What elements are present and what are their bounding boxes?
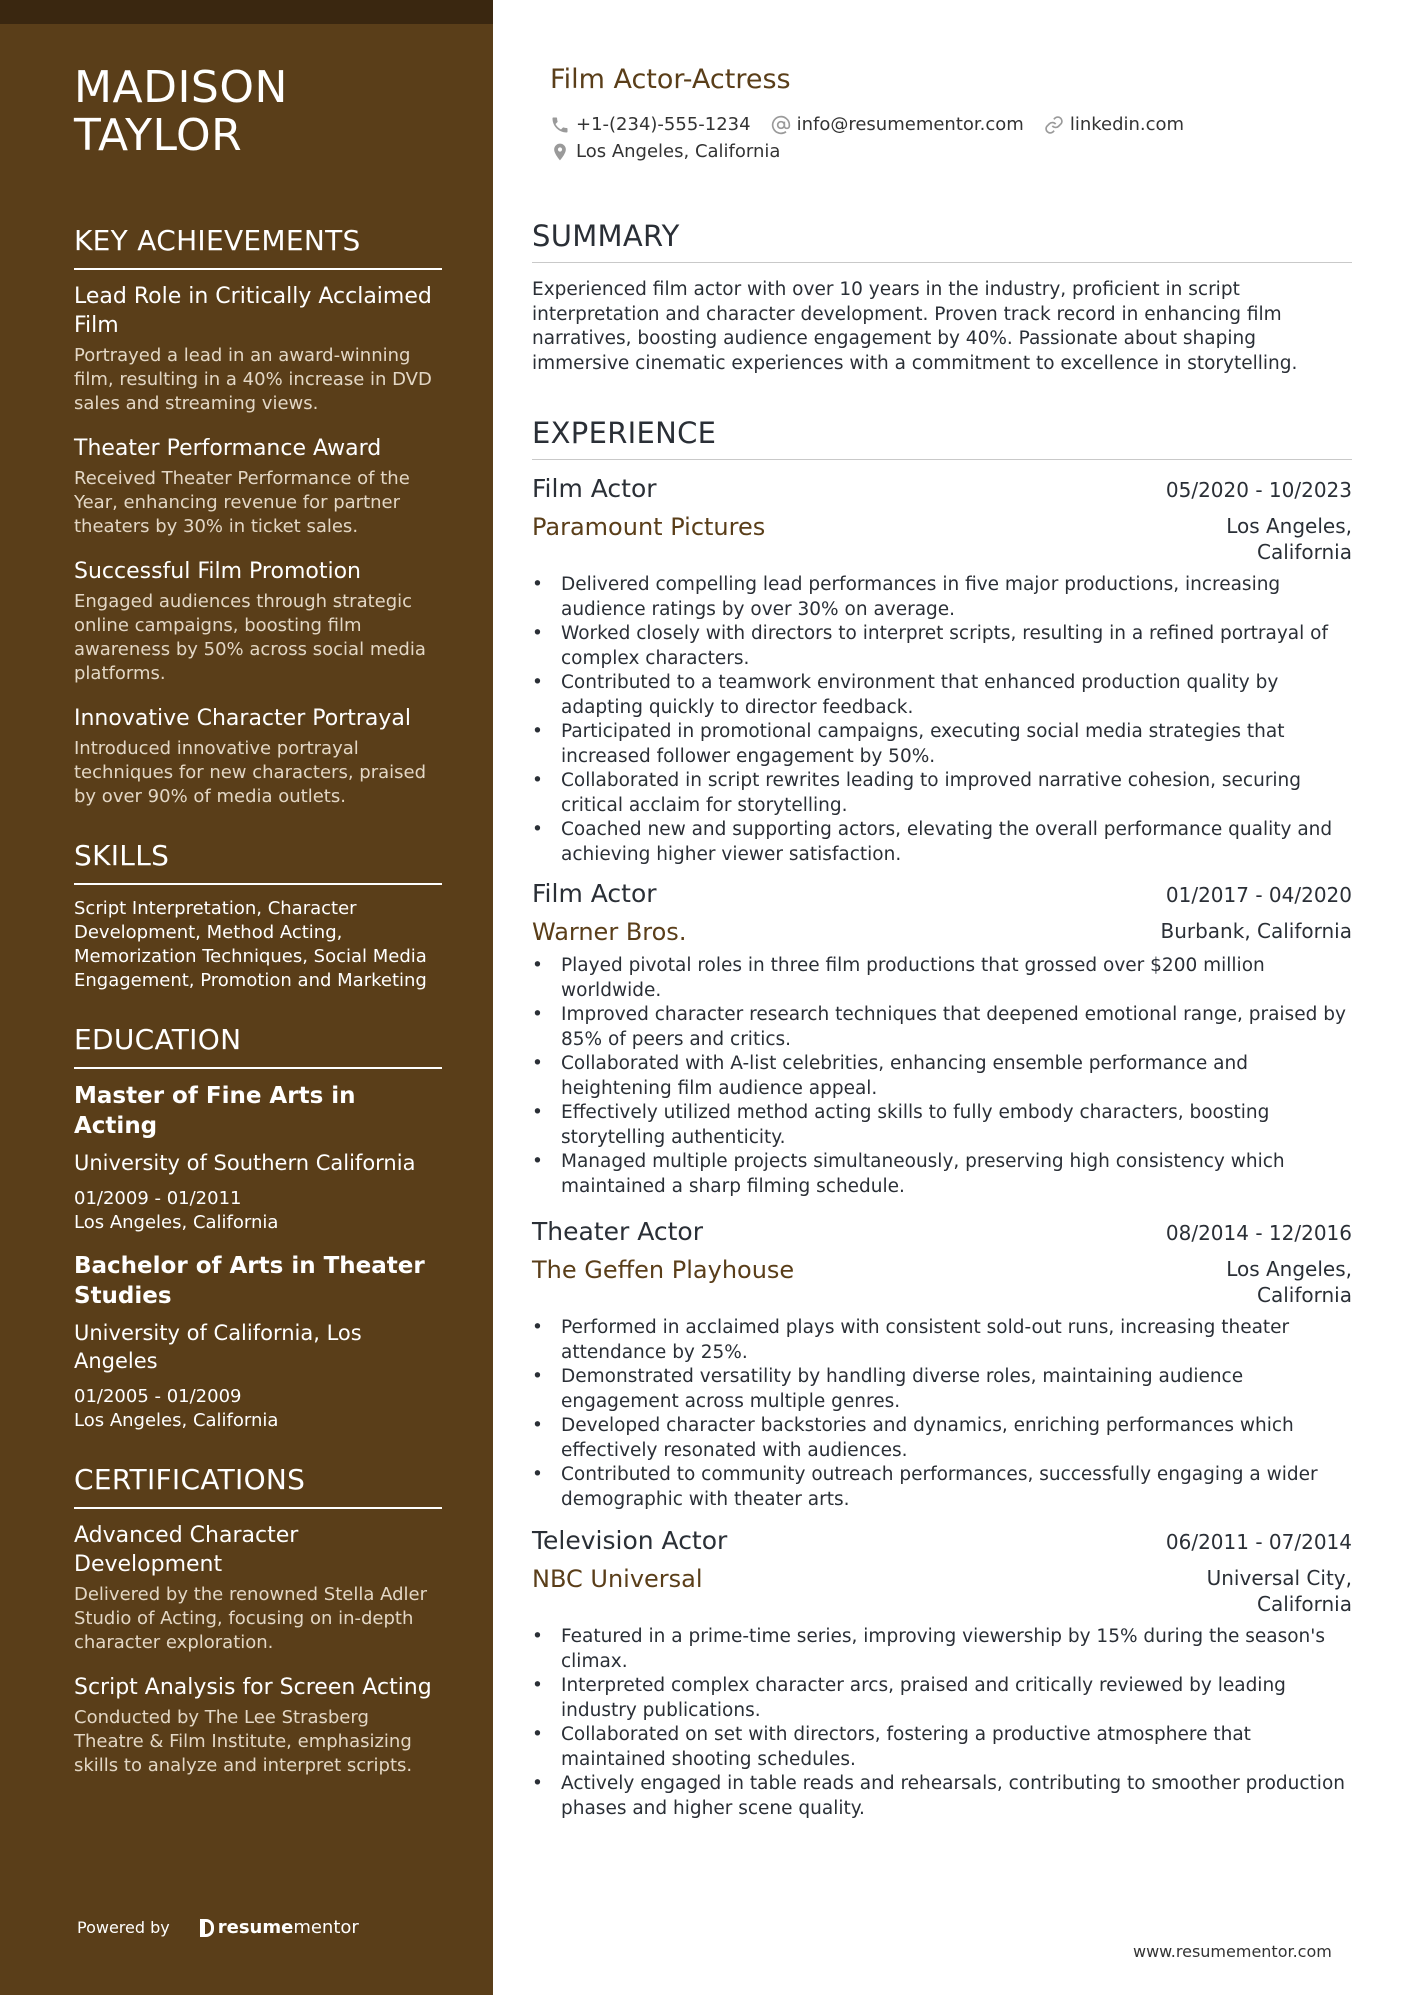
sidebar-content: [74, 64, 442, 1808]
education-section: [74, 1023, 442, 1433]
achievement-item: [74, 434, 442, 539]
summary-heading: SUMMARY: [532, 218, 1352, 263]
experience-role: Film Actor: [532, 879, 657, 908]
achievement-title: Lead Role in Critically Acclaimed Film: [74, 284, 432, 338]
education-heading: EDUCATION: [74, 1023, 442, 1069]
achievement-title: Theater Performance Award: [74, 436, 382, 461]
bullet-item: • Collaborated with A-list celebrities, enhancing ensemble performance and heightening film audience appeal.: [532, 1052, 1352, 1101]
education-item: [74, 1251, 442, 1433]
achievement-desc: Portrayed a lead in an award-winning film, resulting in a 40% increase in DVD sales and streaming views.: [74, 345, 432, 414]
location-line-1: Universal City,: [1206, 1566, 1352, 1590]
contact-location: [550, 141, 780, 162]
education-school: University of Southern California: [74, 1151, 416, 1175]
contact-phone[interactable]: [550, 114, 751, 135]
sidebar: [0, 0, 493, 1995]
education-school: University of California, Los Angeles: [74, 1321, 362, 1373]
experience-location: [1160, 918, 1352, 946]
achievement-desc: Introduced innovative portrayal techniques for new characters, praised by over 90% of media outlets.: [74, 738, 427, 807]
linkedin-text: linkedin.com: [1069, 114, 1185, 135]
footer-website-link[interactable]: www.resumementor.com: [1133, 1942, 1332, 1961]
experience-heading: EXPERIENCE: [532, 415, 1352, 460]
bullet-item: • Collaborated in script rewrites leading to improved narrative cohesion, securing critical acclaim for storytelling.: [532, 769, 1352, 818]
education-item: [74, 1081, 442, 1235]
experience-subheader: [532, 1256, 1352, 1308]
experience-role: Television Actor: [532, 1526, 728, 1555]
bullet-item: • Improved character research techniques that deepened emotional range, praised by 85% of peers and critics.: [532, 1003, 1352, 1052]
bullet-item: • Actively engaged in table reads and rehearsals, contributing to smoother production phases and higher scene quality.: [532, 1772, 1352, 1821]
education-degree: Bachelor of Arts in Theater Studies: [74, 1253, 425, 1309]
experience-location: [1226, 1256, 1352, 1308]
experience-bullets: [532, 1316, 1352, 1512]
achievement-desc: Engaged audiences through strategic online campaigns, boosting film awareness by 50% across social media platforms.: [74, 591, 426, 684]
link-icon: [1044, 115, 1064, 135]
contact-linkedin[interactable]: [1044, 114, 1184, 135]
experience-dates: 08/2014 - 12/2016: [1165, 1221, 1352, 1245]
bullet-item: • Featured in a prime-time series, improving viewership by 15% during the season's climax.: [532, 1625, 1352, 1674]
phone-icon: [550, 115, 570, 135]
experience-entry: [532, 1526, 1352, 1821]
location-line-1: Los Angeles,: [1226, 514, 1352, 538]
experience-location: [1226, 513, 1352, 565]
certifications-heading: CERTIFICATIONS: [74, 1463, 442, 1509]
location-pin-icon: [550, 142, 570, 162]
certification-item: [74, 1521, 442, 1655]
achievement-desc: Received Theater Performance of the Year, enhancing revenue for partner theaters by 30% in ticket sales.: [74, 468, 410, 537]
experience-dates: 05/2020 - 10/2023: [1165, 478, 1352, 502]
candidate-name: [74, 64, 442, 160]
experience-location: [1207, 1565, 1352, 1617]
bullet-item: • Effectively utilized method acting skills to fully embody characters, boosting storytelling authenticity.: [532, 1101, 1352, 1150]
experience-subheader: [532, 513, 1352, 565]
location-line-1: Burbank, California: [1160, 919, 1352, 943]
headline: Film Actor-Actress: [550, 64, 791, 95]
bullet-item: • Played pivotal roles in three film productions that grossed over $200 million worldwide.: [532, 954, 1352, 1003]
phone-text: +1-(234)-555-1234: [576, 114, 751, 135]
experience-dates: 01/2017 - 04/2020: [1165, 883, 1352, 907]
bullet-item: • Participated in promotional campaigns, executing social media strategies that increased follower engagement by 50%.: [532, 720, 1352, 769]
experience-company: The Geffen Playhouse: [532, 1256, 795, 1284]
certification-item: [74, 1673, 442, 1778]
powered-by: [77, 1917, 359, 1938]
achievement-title: Innovative Character Portrayal: [74, 706, 411, 731]
experience-subheader: [532, 918, 1352, 946]
experience-header: [532, 1526, 1352, 1555]
certification-title: Script Analysis for Screen Acting: [74, 1675, 432, 1700]
experience-header: [532, 1217, 1352, 1246]
achievements-section: [74, 224, 442, 809]
bullet-item: • Developed character backstories and dynamics, enriching performances which effectively resonated with audiences.: [532, 1414, 1352, 1463]
skills-section: [74, 839, 442, 993]
experience-subheader: [532, 1565, 1352, 1617]
education-location: Los Angeles, California: [74, 1212, 279, 1233]
experience-entry: [532, 474, 1352, 867]
sidebar-top-band: [0, 0, 493, 24]
location-line-2: California: [1257, 1283, 1352, 1307]
powered-by-label: Powered by: [77, 1918, 170, 1937]
experience-company: Paramount Pictures: [532, 513, 766, 541]
achievement-item: [74, 704, 442, 809]
achievement-item: [74, 557, 442, 686]
bullet-item: • Managed multiple projects simultaneously, preserving high consistency which maintained a sharp filming schedule.: [532, 1150, 1352, 1199]
experience-company: Warner Bros.: [532, 918, 687, 946]
bullet-item: • Contributed to a teamwork environment that enhanced production quality by adapting quickly to director feedback.: [532, 671, 1352, 720]
bullet-item: • Performed in acclaimed plays with consistent sold-out runs, increasing theater attendance by 25%.: [532, 1316, 1352, 1365]
logo-text-bold: resume: [217, 1917, 294, 1938]
skills-text: Script Interpretation, Character Development, Method Acting, Memorization Techniques, Social Media Engagement, Promotion and Marketing: [74, 898, 427, 991]
skills-heading: SKILLS: [74, 839, 442, 885]
email-text: info@resumementor.com: [796, 114, 1024, 135]
summary-text: Experienced film actor with over 10 years in the industry, proficient in script interpretation and character development. Proven track record in enhancing film narratives, boosting audience engagement by 40%. Passionate about shaping immersive cinematic experiences with a commitment to excellence in storytelling.: [532, 279, 1298, 374]
bullet-item: • Demonstrated versatility by handling diverse roles, maintaining audience engagement across multiple genres.: [532, 1365, 1352, 1414]
experience-bullets: [532, 954, 1352, 1199]
bullet-item: • Coached new and supporting actors, elevating the overall performance quality and achieving higher viewer satisfaction.: [532, 818, 1352, 867]
at-icon: [771, 115, 791, 135]
education-dates: 01/2009 - 01/2011: [74, 1188, 242, 1209]
achievement-title: Successful Film Promotion: [74, 559, 361, 584]
certification-title: Advanced Character Development: [74, 1523, 299, 1577]
experience-entry: [532, 1217, 1352, 1512]
experience-header: [532, 879, 1352, 908]
location-line-2: California: [1257, 1592, 1352, 1616]
bullet-item: • Worked closely with directors to interpret scripts, resulting in a refined portrayal of complex characters.: [532, 622, 1352, 671]
experience-header: [532, 474, 1352, 503]
education-degree: Master of Fine Arts in Acting: [74, 1083, 356, 1139]
contact-email[interactable]: [771, 114, 1024, 135]
location-line-2: California: [1257, 540, 1352, 564]
certification-desc: Delivered by the renowned Stella Adler Studio of Acting, focusing on in-depth character exploration.: [74, 1584, 428, 1653]
experience-dates: 06/2011 - 07/2014: [1165, 1530, 1352, 1554]
experience-entry: [532, 879, 1352, 1199]
certifications-section: [74, 1463, 442, 1778]
experience-bullets: [532, 573, 1352, 867]
education-location: Los Angeles, California: [74, 1410, 279, 1431]
bullet-item: • Delivered compelling lead performances in five major productions, increasing audience ratings by over 30% on average.: [532, 573, 1352, 622]
resumementor-logo-icon: [200, 1919, 214, 1937]
experience-company: NBC Universal: [532, 1565, 703, 1593]
certification-desc: Conducted by The Lee Strasberg Theatre & Film Institute, emphasizing skills to analyze and interpret scripts.: [74, 1707, 413, 1776]
education-dates: 01/2005 - 01/2009: [74, 1386, 242, 1407]
logo-text-light: mentor: [293, 1917, 359, 1938]
name-line-1: MADISON: [74, 62, 288, 113]
bullet-item: • Contributed to community outreach performances, successfully engaging a wider demographic with theater arts.: [532, 1463, 1352, 1512]
bullet-item: • Interpreted complex character arcs, praised and critically reviewed by leading industry publications.: [532, 1674, 1352, 1723]
experience-bullets: [532, 1625, 1352, 1821]
experience-role: Film Actor: [532, 474, 657, 503]
name-line-2: TAYLOR: [74, 110, 243, 161]
achievement-item: [74, 282, 442, 416]
contact-row-1: [550, 114, 1204, 135]
location-line-1: Los Angeles,: [1226, 1257, 1352, 1281]
bullet-item: • Collaborated on set with directors, fostering a productive atmosphere that maintained shooting schedules.: [532, 1723, 1352, 1772]
resumementor-logo[interactable]: [200, 1917, 359, 1938]
experience-role: Theater Actor: [532, 1217, 704, 1246]
achievements-heading: KEY ACHIEVEMENTS: [74, 224, 442, 270]
contact-row-2: [550, 141, 800, 162]
location-text: Los Angeles, California: [576, 141, 781, 162]
